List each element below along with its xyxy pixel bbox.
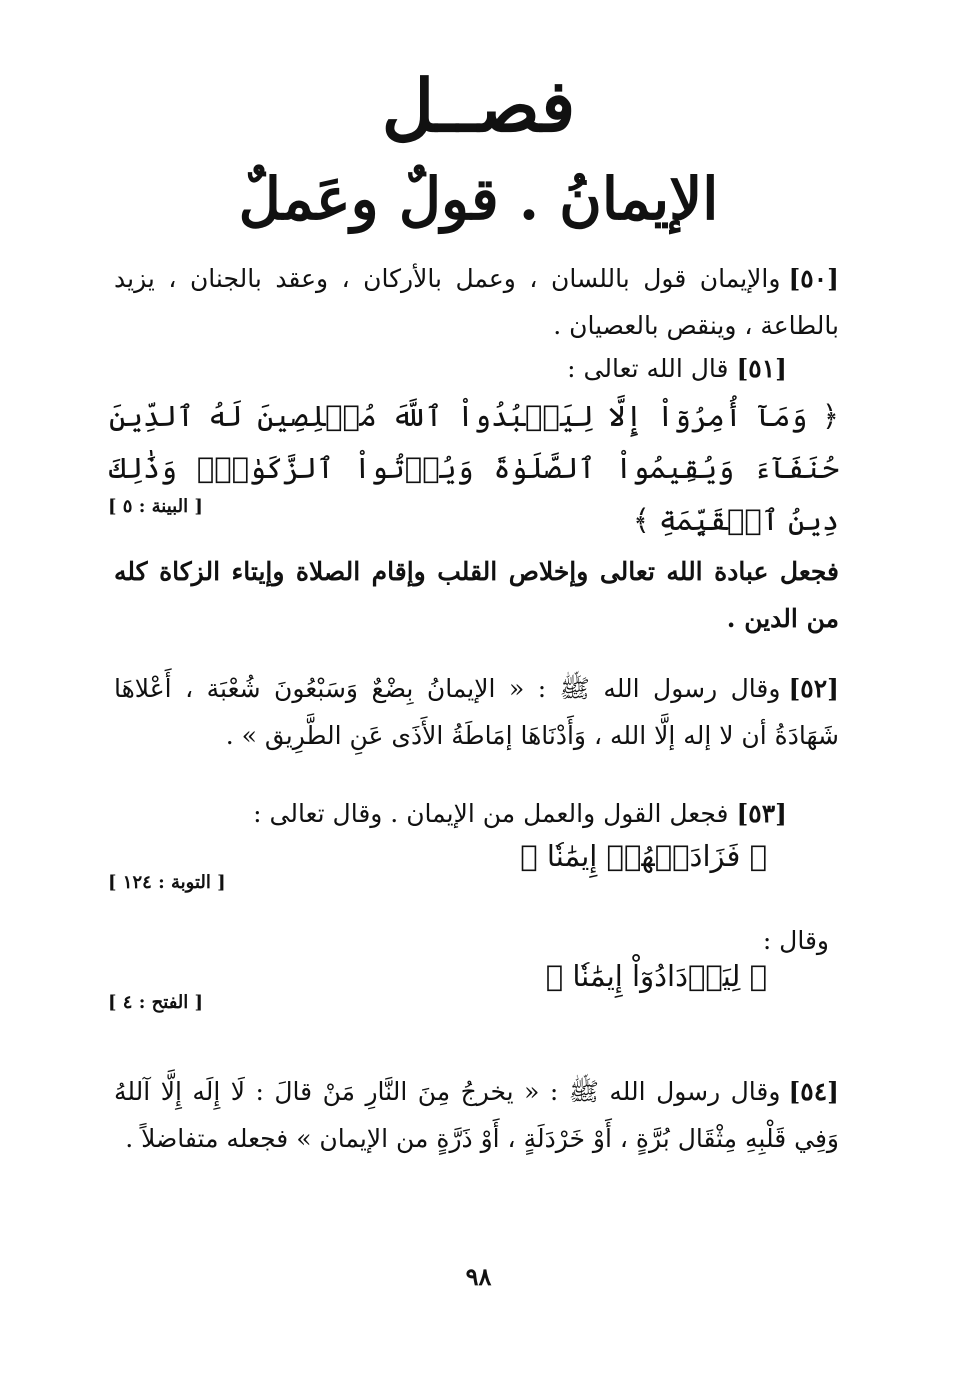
paragraph-text: فجعل القول والعمل من الإيمان . وقال تعالى : xyxy=(253,799,729,828)
verse-reference: [ التوبة : ١٢٤ ] xyxy=(108,872,226,893)
paragraph-51 xyxy=(114,345,787,392)
paragraph-50 xyxy=(114,255,839,349)
paragraph-number: [٥٣] xyxy=(736,799,787,828)
hadith-text: وقال رسول الله ﷺ : « يخرجُ مِنَ النَّارِ مَنْ قالَ : لَا إِلَه إِلَّا آللهُ وَفِي قَلْبِهِ مِثْقَال بُرَّةٍ ، أَوْ خَرْدَلَةٍ ، أَوْ ذَرَّةٍ من الإيمان » فجعله متفاضلاً . xyxy=(114,1077,839,1153)
quran-verse-bayyinah: ﴿ وَمَآ أُمِرُوٓاْ إِلَّا لِيَعۡبُدُواْ ٱللَّهَ مُخۡلِصِينَ لَهُ ٱلدِّينَ حُنَفَآءَ وَيُقِيمُواْ ٱلصَّلَوٰةَ وَيُؤۡتُواْ ٱلزَّكَوٰةَۚ وَذَٰلِكَ دِينُ ٱلۡقَيِّمَةِ ﴾ xyxy=(109,399,839,537)
verse-reference: [ الفتح : ٤ ] xyxy=(108,992,204,1013)
paragraph-54 xyxy=(114,1068,839,1162)
quran-verse-tawbah: ﴿ فَزَادَتۡهُمۡ إِيمَٰنٗا ﴾ xyxy=(520,839,767,873)
section-title: فصــل xyxy=(381,63,576,148)
paragraph-number: [٥٢] xyxy=(788,674,839,703)
paragraph-text: والإيمان قول باللسان ، وعمل بالأركان ، وعقد بالجنان ، يزيد بالطاعة ، وينقص بالعصيان . xyxy=(114,264,839,340)
and-said-label: وقال : xyxy=(762,926,829,955)
verse-reference: [ البينة : ٥ ] xyxy=(108,496,203,517)
paragraph-number: [٥٠] xyxy=(788,264,839,293)
section-subtitle: الإيمانُ . قولٌ وعَملٌ xyxy=(238,165,719,233)
hadith-text: وقال رسول الله ﷺ : « الإيمانُ بِضْعٌ وَسَبْعُونَ شُعْبَة ، أَعْلاهَا شَهَادَةُ أن لا إله إلَّا الله ، وَأَدْنَاهَا إمَاطَةُ الأَذَى عَنِ الطَّرِيق » . xyxy=(114,674,839,750)
paragraph-number: [٥١] xyxy=(736,354,787,383)
paragraph-52 xyxy=(114,665,839,759)
paragraph-number: [٥٤] xyxy=(788,1077,839,1106)
page-number: ٩٨ xyxy=(465,1262,492,1291)
quran-verse-fath: ﴿ لِيَزۡدَادُوٓاْ إِيمَٰنٗا ﴾ xyxy=(545,959,767,993)
paragraph-51-commentary: فجعل عبادة الله تعالى وإخلاص القلب وإقام الصلاة وإيتاء الزكاة كله من الدين . xyxy=(114,557,839,633)
paragraph-text: قال الله تعالى : xyxy=(567,354,729,383)
